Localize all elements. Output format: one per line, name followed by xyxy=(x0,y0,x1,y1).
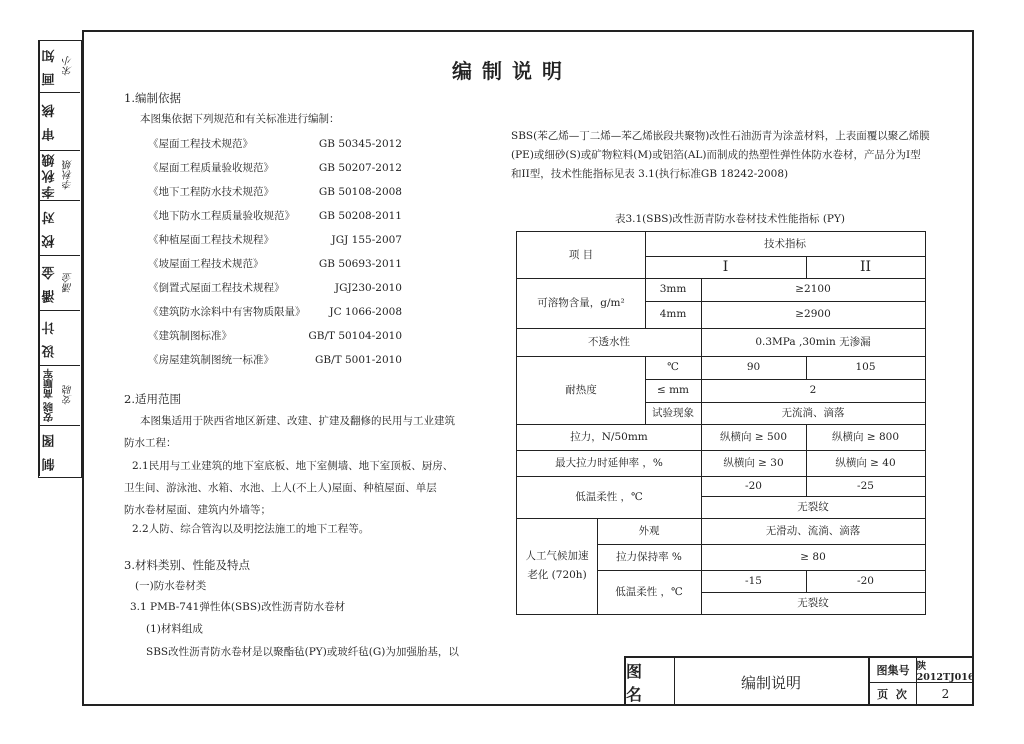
strip-row xyxy=(39,366,80,426)
section3-line: SBS改性沥青防水卷材是以聚酯毡(PY)或玻纤毡(G)为加强胎基，以 xyxy=(146,646,459,658)
aging-appearance-value: 无滑动、流淌、滴落 xyxy=(765,524,861,537)
section2-line: 防水工程： xyxy=(124,437,177,449)
standard-code: GB 50108-2008 xyxy=(318,186,402,198)
signature: 安晓 xyxy=(63,385,75,406)
section3-subheading: (一)防水卷材类 xyxy=(135,580,207,592)
section2-line: 2.1民用与工业建筑的地下室底板、地下室侧墙、地下室顶板、厨房、 xyxy=(132,460,454,472)
section2-line: 2.2人防、综合管沟以及明挖法施工的地下工程等。 xyxy=(132,523,370,535)
table-caption: 表3.1(SBS)改性沥青防水卷材技术性能指标 (PY) xyxy=(614,213,846,225)
strip-label: 制 图 xyxy=(39,426,60,476)
drawing-name-value: 编制说明 xyxy=(740,673,801,692)
type-2: II xyxy=(859,258,872,275)
aging-label: 人工气候加速老化 (720h) xyxy=(525,550,589,581)
strip-label: 审 核 xyxy=(39,93,60,150)
title-block xyxy=(624,656,974,706)
aging-cold-1: -15 xyxy=(745,574,762,587)
tensile-label: 拉力，N/50mm xyxy=(570,430,648,443)
section1-intro: 本图集依据下列规范和有关标准进行编制： xyxy=(140,113,340,125)
standard-code: GB/T 5001-2010 xyxy=(315,354,402,366)
header-item: 项 目 xyxy=(568,248,594,261)
solids-label: 可溶物含量，g/m² xyxy=(537,296,625,309)
page-title: 编制说明 xyxy=(452,59,572,83)
strip-row xyxy=(39,426,80,476)
heat-label: 耐热度 xyxy=(565,383,597,396)
standard-name: 《倒置式屋面工程技术规程》 xyxy=(148,282,285,294)
heat-c-1: 90 xyxy=(746,361,761,373)
section3-subheading: 3.1 PMB-741弹性体(SBS)改性沥青防水卷材 xyxy=(130,601,346,613)
standard-name: 《坡屋面工程技术规范》 xyxy=(148,258,264,270)
cold-flex-value: 无裂纹 xyxy=(797,500,829,513)
page-number-value: 2 xyxy=(941,687,950,701)
section3-subheading: (1)材料组成 xyxy=(146,623,203,635)
standard-code: GB 50208-2011 xyxy=(318,210,402,222)
approval-strip xyxy=(38,40,82,478)
standard-code: GB 50693-2011 xyxy=(318,258,402,270)
signature: 宋小 xyxy=(63,56,75,77)
standard-name: 《地下工程防水技术规范》 xyxy=(148,186,274,198)
cold-flex-label: 低温柔性 ，℃ xyxy=(575,490,643,503)
elongation-1: 纵横向 ≥ 30 xyxy=(723,456,784,469)
standard-name: 《屋面工程技术规范》 xyxy=(148,138,253,150)
heat-observation: 试验现象 xyxy=(652,406,694,419)
standard-name: 《屋面工程质量验收规范》 xyxy=(148,162,274,174)
atlas-number-label: 图集号 xyxy=(876,664,910,677)
signature xyxy=(59,311,79,365)
cold-flex-2: -25 xyxy=(857,479,874,492)
solids-3mm: 3mm xyxy=(659,283,687,295)
strip-label: 画 知 xyxy=(39,41,60,92)
standard-name: 《种植屋面工程技术规程》 xyxy=(148,234,274,246)
tensile-1: 纵横向 ≥ 500 xyxy=(719,430,787,443)
standard-code: JC 1066-2008 xyxy=(329,306,402,318)
heat-mm-value: 2 xyxy=(809,384,817,396)
drawing-name-label: 图 名 xyxy=(626,662,647,704)
standard-code: GB 50207-2012 xyxy=(318,162,402,174)
solids-4mm: 4mm xyxy=(659,308,687,320)
aging-retention: 拉力保持率 % xyxy=(616,550,682,563)
material-description: SBS(苯乙烯—丁二烯—苯乙烯嵌段共聚物)改性石油沥青为涂盖材料，上表面覆以聚乙烯膜(PE)或细砂(S)或矿物粒料(M)或铝箔(AL)而制成的热塑性弹性体防水卷材，产品分为I型和II型，技术性能指标见表 3.1(执行标准GB 18242-2008) xyxy=(511,130,930,180)
strip-label: 安晓 高顺军 xyxy=(39,366,60,425)
aging-cold-2: -20 xyxy=(857,574,874,587)
standard-code: JGJ230-2010 xyxy=(334,282,402,294)
grid-line xyxy=(701,278,702,328)
page-number-label: 页 次 xyxy=(877,688,909,701)
standard-code: GB/T 50104-2010 xyxy=(308,330,402,342)
heat-observation-value: 无流淌、滴落 xyxy=(781,406,845,419)
strip-row xyxy=(39,93,80,151)
section2-heading: 2.适用范围 xyxy=(124,392,181,406)
strip-row xyxy=(39,311,80,366)
standard-name: 《房屋建筑制图统一标准》 xyxy=(148,354,274,366)
strip-label: 李秋娥 xyxy=(39,151,60,200)
spec-table xyxy=(516,231,926,615)
solids-4mm-value: ≥2900 xyxy=(795,308,831,320)
standard-code: GB 50345-2012 xyxy=(318,138,402,150)
header-spec: 技术指标 xyxy=(764,237,806,250)
strip-row xyxy=(39,201,80,256)
strip-label: 设 计 xyxy=(39,311,60,365)
impermeable-label: 不透水性 xyxy=(588,335,630,348)
elongation-label: 最大拉力时延伸率 ，% xyxy=(555,456,663,469)
signature: 潘金 xyxy=(63,273,75,293)
type-1: I xyxy=(722,258,729,275)
atlas-number-value: 陕2012TJ016 xyxy=(916,660,975,683)
signature xyxy=(59,201,79,255)
aging-appearance: 外观 xyxy=(638,524,660,537)
signature xyxy=(59,93,79,150)
section2-line: 防水卷材屋面、建筑内外墙等； xyxy=(124,504,271,516)
aging-cold-label: 低温柔性 ，℃ xyxy=(615,585,683,598)
section3-heading: 3.材料类别、性能及特点 xyxy=(124,558,250,572)
signature xyxy=(59,426,79,476)
strip-row xyxy=(39,151,80,201)
impermeable-value: 0.3MPa ,30min 无渗漏 xyxy=(755,335,871,348)
section2-line: 卫生间、游泳池、水箱、水池、上人(不上人)屋面、种植屋面、单层 xyxy=(124,482,437,494)
standard-name: 《建筑防水涂料中有害物质限量》 xyxy=(148,306,306,318)
strip-label: 潘 金 xyxy=(39,256,60,310)
standard-name: 《地下防水工程质量验收规范》 xyxy=(148,210,295,222)
strip-label: 校 对 xyxy=(39,201,60,255)
solids-3mm-value: ≥2100 xyxy=(795,283,831,295)
section1-heading: 1.编制依据 xyxy=(124,91,181,105)
cold-flex-1: -20 xyxy=(745,479,762,492)
heat-c: ℃ xyxy=(667,361,679,373)
grid-line xyxy=(701,356,702,424)
heat-mm: ≤ mm xyxy=(656,384,690,396)
tensile-2: 纵横向 ≥ 800 xyxy=(831,430,899,443)
heat-c-2: 105 xyxy=(855,361,876,373)
section2-line: 本图集适用于陕西省地区新建、改建、扩建及翻修的民用与工业建筑 xyxy=(140,415,455,427)
aging-retention-value: ≥ 80 xyxy=(800,550,826,563)
elongation-2: 纵横向 ≥ 40 xyxy=(835,456,896,469)
strip-row xyxy=(39,256,80,311)
grid-line xyxy=(701,328,702,356)
signature: 李秋娥 xyxy=(63,160,75,191)
standard-name: 《建筑制图标准》 xyxy=(148,330,232,342)
standard-code: JGJ 155-2007 xyxy=(331,234,402,246)
aging-cold-value: 无裂纹 xyxy=(797,596,829,609)
